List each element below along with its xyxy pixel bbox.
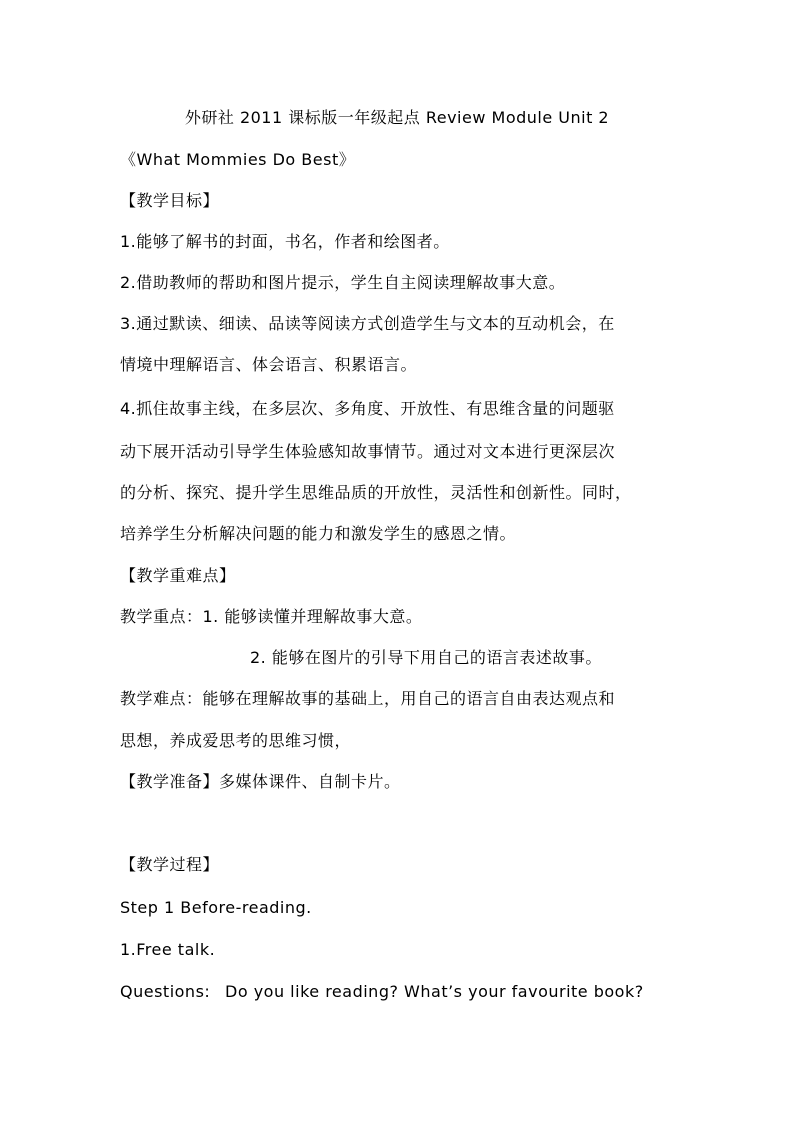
objective-line: 动下展开活动引导学生体验感知故事情节。通过对文本进行更深层次 <box>120 442 616 461</box>
process-heading: 【教学过程】 <box>120 855 220 874</box>
objective-line: 的分析、探究、提升学生思维品质的开放性，灵活性和创新性。同时， <box>120 483 632 502</box>
step-1: Step 1 Before-reading. <box>120 898 312 917</box>
objective-line: 2.借助教师的帮助和图片提示，学生自主阅读理解故事大意。 <box>120 273 566 292</box>
book-title: 《What Mommies Do Best》 <box>120 150 356 169</box>
objective-line: 情境中理解语言、体会语言、积累语言。 <box>120 355 418 374</box>
questions-text: Do you like reading? What’s your favourite book? <box>225 982 644 1001</box>
objective-line: 3.通过默读、细读、品读等阅读方式创造学生与文本的互动机会，在 <box>120 314 615 333</box>
document-title: 外研社 2011 课标版一年级起点 Review Module Unit 2 <box>184 108 610 127</box>
key-point-2: 2. 能够在图片的引导下用自己的语言表述故事。 <box>250 648 602 667</box>
difficulty-line: 教学难点：能够在理解故事的基础上，用自己的语言自由表达观点和 <box>120 689 616 708</box>
objective-line: 4.抓住故事主线，在多层次、多角度、开放性、有思维含量的问题驱 <box>120 399 615 418</box>
preparation-line: 【教学准备】多媒体课件、自制卡片。 <box>120 772 401 791</box>
free-talk: 1.Free talk. <box>120 940 216 959</box>
key-point-1: 教学重点：1. 能够读懂并理解故事大意。 <box>120 607 423 626</box>
key-points-heading: 【教学重难点】 <box>120 566 236 585</box>
questions-label: Questions: <box>120 982 211 1001</box>
objective-line: 培养学生分析解决问题的能力和激发学生的感恩之情。 <box>120 524 517 543</box>
objective-line: 1.能够了解书的封面，书名，作者和绘图者。 <box>120 232 450 251</box>
objectives-heading: 【教学目标】 <box>120 191 220 210</box>
difficulty-line: 思想，养成爱思考的思维习惯， <box>120 731 352 750</box>
